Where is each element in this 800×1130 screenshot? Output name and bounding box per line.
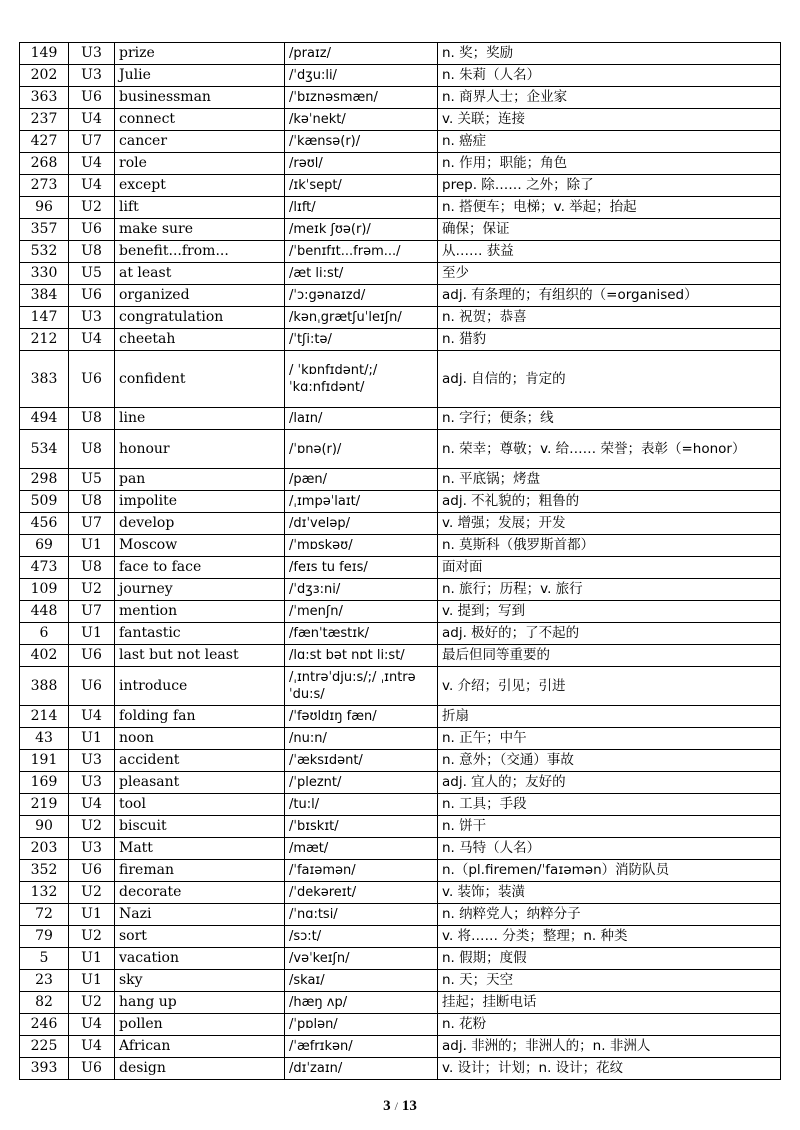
word-cell: decorate [115,882,285,904]
definition-cell: 至少 [438,263,781,285]
word-cell: cancer [115,131,285,153]
entry-number-cell: 532 [20,241,69,263]
definition-cell: 折扇 [438,706,781,728]
definition-cell: n. 假期；度假 [438,948,781,970]
word-cell: hang up [115,992,285,1014]
unit-cell: U6 [69,667,115,706]
word-cell: prize [115,43,285,65]
phonetic-cell: /kənˌgrætʃuˈleɪʃn/ [285,307,438,329]
definition-cell: adj. 不礼貌的；粗鲁的 [438,491,781,513]
entry-number-cell: 268 [20,153,69,175]
unit-cell: U6 [69,645,115,667]
table-row [20,131,781,153]
table-row [20,329,781,351]
entry-number-cell: 534 [20,430,69,469]
unit-cell: U6 [69,1058,115,1080]
table-row [20,491,781,513]
definition-cell: n. 作用；职能；角色 [438,153,781,175]
table-row [20,557,781,579]
word-cell: line [115,408,285,430]
phonetic-cell: /lɪft/ [285,197,438,219]
entry-number-cell: 225 [20,1036,69,1058]
table-row [20,601,781,623]
definition-cell: prep. 除…… 之外；除了 [438,175,781,197]
phonetic-cell: /dɪˈzaɪn/ [285,1058,438,1080]
entry-number-cell: 5 [20,948,69,970]
definition-cell: adj. 非洲的；非洲人的；n. 非洲人 [438,1036,781,1058]
phonetic-cell: /ˈbɪznəsmæn/ [285,87,438,109]
definition-cell: n. 朱莉（人名） [438,65,781,87]
vocabulary-table-body [20,43,781,1080]
entry-number-cell: 203 [20,838,69,860]
entry-number-cell: 132 [20,882,69,904]
table-row [20,109,781,131]
definition-cell: v. 提到；写到 [438,601,781,623]
word-cell: fireman [115,860,285,882]
word-cell: African [115,1036,285,1058]
entry-number-cell: 6 [20,623,69,645]
entry-number-cell: 191 [20,750,69,772]
phonetic-cell: /skaɪ/ [285,970,438,992]
unit-cell: U6 [69,860,115,882]
entry-number-cell: 402 [20,645,69,667]
phonetic-cell: /ˈmɒskəʊ/ [285,535,438,557]
entry-number-cell: 383 [20,351,69,408]
table-row [20,513,781,535]
phonetic-cell: /ˈkænsə(r)/ [285,131,438,153]
definition-cell: n. 祝贺；恭喜 [438,307,781,329]
entry-number-cell: 427 [20,131,69,153]
table-row [20,285,781,307]
definition-cell: adj. 有条理的；有组织的（=organised） [438,285,781,307]
word-cell: vacation [115,948,285,970]
table-row [20,948,781,970]
word-cell: noon [115,728,285,750]
entry-number-cell: 352 [20,860,69,882]
word-cell: face to face [115,557,285,579]
word-cell: make sure [115,219,285,241]
table-row [20,926,781,948]
phonetic-cell: /æt li:st/ [285,263,438,285]
unit-cell: U2 [69,882,115,904]
word-cell: Julie [115,65,285,87]
definition-cell: n. 工具；手段 [438,794,781,816]
word-cell: Nazi [115,904,285,926]
table-row [20,645,781,667]
unit-cell: U8 [69,430,115,469]
definition-cell: v. 设计；计划；n. 设计；花纹 [438,1058,781,1080]
word-cell: sort [115,926,285,948]
definition-cell: n. 癌症 [438,131,781,153]
phonetic-cell: /ˈnɑ:tsi/ [285,904,438,926]
word-cell: Moscow [115,535,285,557]
entry-number-cell: 90 [20,816,69,838]
table-row [20,860,781,882]
unit-cell: U4 [69,1036,115,1058]
unit-cell: U4 [69,153,115,175]
unit-cell: U3 [69,65,115,87]
definition-cell: n. 纳粹党人；纳粹分子 [438,904,781,926]
definition-cell: v. 将…… 分类；整理；n. 种类 [438,926,781,948]
phonetic-cell: /dɪˈveləp/ [285,513,438,535]
phonetic-cell: /ˈfaɪəmən/ [285,860,438,882]
entry-number-cell: 43 [20,728,69,750]
entry-number-cell: 357 [20,219,69,241]
unit-cell: U2 [69,926,115,948]
word-cell: benefit...from... [115,241,285,263]
phonetic-cell: /ˌɪmpəˈlaɪt/ [285,491,438,513]
phonetic-cell: /laɪn/ [285,408,438,430]
table-row [20,838,781,860]
word-cell: tool [115,794,285,816]
unit-cell: U7 [69,513,115,535]
unit-cell: U4 [69,175,115,197]
definition-cell: n. 马特（人名） [438,838,781,860]
table-row [20,1014,781,1036]
definition-cell: n. 莫斯科（俄罗斯首都） [438,535,781,557]
table-row [20,794,781,816]
unit-cell: U8 [69,557,115,579]
unit-cell: U6 [69,285,115,307]
phonetic-cell: /ˈæksɪdənt/ [285,750,438,772]
word-cell: honour [115,430,285,469]
word-cell: folding fan [115,706,285,728]
table-row [20,219,781,241]
definition-cell: n. 搭便车；电梯；v. 举起；抬起 [438,197,781,219]
phonetic-cell: /ˈdʒu:li/ [285,65,438,87]
definition-cell: v. 介绍；引见；引进 [438,667,781,706]
definition-cell: adj. 宜人的；友好的 [438,772,781,794]
unit-cell: U4 [69,1014,115,1036]
page-total: 13 [401,1098,417,1114]
word-cell: cheetah [115,329,285,351]
definition-cell: 挂起；挂断电话 [438,992,781,1014]
definition-cell: n. 旅行；历程；v. 旅行 [438,579,781,601]
table-row [20,772,781,794]
unit-cell: U4 [69,706,115,728]
phonetic-cell: /ɪkˈsept/ [285,175,438,197]
entry-number-cell: 109 [20,579,69,601]
table-row [20,1036,781,1058]
definition-cell: 最后但同等重要的 [438,645,781,667]
definition-cell: n. 正午；中午 [438,728,781,750]
entry-number-cell: 237 [20,109,69,131]
table-row [20,351,781,408]
word-cell: connect [115,109,285,131]
word-cell: pan [115,469,285,491]
table-row [20,43,781,65]
definition-cell: n. 商界人士；企业家 [438,87,781,109]
phonetic-cell: /ˈfəʊldɪŋ fæn/ [285,706,438,728]
phonetic-cell: /ˈtʃi:tə/ [285,329,438,351]
definition-cell: n. 花粉 [438,1014,781,1036]
phonetic-cell: /tu:l/ [285,794,438,816]
unit-cell: U3 [69,43,115,65]
table-row [20,882,781,904]
phonetic-cell: /ˈdekəreɪt/ [285,882,438,904]
word-cell: introduce [115,667,285,706]
unit-cell: U8 [69,408,115,430]
definition-cell: n. 意外；（交通）事故 [438,750,781,772]
word-cell: impolite [115,491,285,513]
definition-cell: n.（pl.firemen/ˈfaɪəmən）消防队员 [438,860,781,882]
page-separator: / [394,1099,398,1113]
word-cell: Matt [115,838,285,860]
phonetic-cell: /kəˈnekt/ [285,109,438,131]
word-cell: design [115,1058,285,1080]
phonetic-cell: /vəˈkeɪʃn/ [285,948,438,970]
definition-cell: n. 平底锅；烤盘 [438,469,781,491]
word-cell: congratulation [115,307,285,329]
word-cell: except [115,175,285,197]
definition-cell: 从…… 获益 [438,241,781,263]
phonetic-cell: /ˈdʒɜ:ni/ [285,579,438,601]
definition-cell: n. 天；天空 [438,970,781,992]
unit-cell: U6 [69,219,115,241]
unit-cell: U5 [69,469,115,491]
table-row [20,667,781,706]
table-row [20,175,781,197]
entry-number-cell: 298 [20,469,69,491]
entry-number-cell: 72 [20,904,69,926]
entry-number-cell: 147 [20,307,69,329]
phonetic-cell: /fænˈtæstɪk/ [285,623,438,645]
unit-cell: U7 [69,131,115,153]
definition-cell: n. 奖；奖励 [438,43,781,65]
entry-number-cell: 448 [20,601,69,623]
definition-cell: n. 字行；便条；线 [438,408,781,430]
entry-number-cell: 330 [20,263,69,285]
entry-number-cell: 388 [20,667,69,706]
phonetic-cell: /ˈæfrɪkən/ [285,1036,438,1058]
table-row [20,706,781,728]
entry-number-cell: 149 [20,43,69,65]
phonetic-cell: /pæn/ [285,469,438,491]
word-cell: sky [115,970,285,992]
table-row [20,469,781,491]
phonetic-cell: /praɪz/ [285,43,438,65]
unit-cell: U4 [69,329,115,351]
entry-number-cell: 219 [20,794,69,816]
unit-cell: U7 [69,601,115,623]
word-cell: pollen [115,1014,285,1036]
phonetic-cell: /rəʊl/ [285,153,438,175]
phonetic-cell: /ˈpleznt/ [285,772,438,794]
unit-cell: U1 [69,948,115,970]
word-cell: role [115,153,285,175]
table-row [20,970,781,992]
word-cell: lift [115,197,285,219]
word-cell: businessman [115,87,285,109]
vocabulary-table [19,42,781,1080]
unit-cell: U8 [69,491,115,513]
table-row [20,623,781,645]
phonetic-cell: /feɪs tu feɪs/ [285,557,438,579]
definition-cell: n. 荣幸；尊敬；v. 给…… 荣誉；表彰（=honor） [438,430,781,469]
unit-cell: U6 [69,351,115,408]
phonetic-cell: /ˌɪntrəˈdju:s/;/ ˌɪntrəˈdu:s/ [285,667,438,706]
unit-cell: U3 [69,838,115,860]
table-row [20,1058,781,1080]
table-row [20,87,781,109]
unit-cell: U3 [69,750,115,772]
entry-number-cell: 82 [20,992,69,1014]
phonetic-cell: / ˈkɒnfɪdənt/;/ ˈkɑ:nfɪdənt/ [285,351,438,408]
unit-cell: U6 [69,87,115,109]
table-row [20,65,781,87]
table-row [20,535,781,557]
phonetic-cell: /ˈɒnə(r)/ [285,430,438,469]
unit-cell: U1 [69,970,115,992]
word-cell: last but not least [115,645,285,667]
table-row [20,579,781,601]
definition-cell: 确保；保证 [438,219,781,241]
unit-cell: U1 [69,623,115,645]
word-cell: at least [115,263,285,285]
entry-number-cell: 494 [20,408,69,430]
entry-number-cell: 202 [20,65,69,87]
word-cell: accident [115,750,285,772]
word-cell: mention [115,601,285,623]
word-cell: develop [115,513,285,535]
word-cell: fantastic [115,623,285,645]
unit-cell: U1 [69,535,115,557]
entry-number-cell: 273 [20,175,69,197]
phonetic-cell: /lɑ:st bət nɒt li:st/ [285,645,438,667]
phonetic-cell: /ˈɔ:gənaɪzd/ [285,285,438,307]
table-row [20,728,781,750]
unit-cell: U2 [69,992,115,1014]
unit-cell: U4 [69,109,115,131]
definition-cell: v. 关联；连接 [438,109,781,131]
entry-number-cell: 393 [20,1058,69,1080]
unit-cell: U1 [69,904,115,926]
unit-cell: U2 [69,197,115,219]
entry-number-cell: 23 [20,970,69,992]
unit-cell: U1 [69,728,115,750]
phonetic-cell: /meɪk ʃʊə(r)/ [285,219,438,241]
definition-cell: v. 增强；发展；开发 [438,513,781,535]
entry-number-cell: 509 [20,491,69,513]
unit-cell: U2 [69,816,115,838]
entry-number-cell: 473 [20,557,69,579]
table-row [20,750,781,772]
phonetic-cell: /ˈpɒlən/ [285,1014,438,1036]
table-row [20,992,781,1014]
definition-cell: v. 装饰；装潢 [438,882,781,904]
definition-cell: n. 饼干 [438,816,781,838]
phonetic-cell: /hæŋ ʌp/ [285,992,438,1014]
phonetic-cell: /ˈbenɪfɪt...frəm.../ [285,241,438,263]
table-row [20,153,781,175]
word-cell: organized [115,285,285,307]
phonetic-cell: /sɔ:t/ [285,926,438,948]
entry-number-cell: 214 [20,706,69,728]
entry-number-cell: 246 [20,1014,69,1036]
unit-cell: U4 [69,794,115,816]
entry-number-cell: 79 [20,926,69,948]
table-row [20,197,781,219]
unit-cell: U8 [69,241,115,263]
word-cell: journey [115,579,285,601]
unit-cell: U2 [69,579,115,601]
table-row [20,263,781,285]
unit-cell: U3 [69,772,115,794]
phonetic-cell: /ˈmenʃn/ [285,601,438,623]
word-cell: biscuit [115,816,285,838]
entry-number-cell: 96 [20,197,69,219]
definition-cell: 面对面 [438,557,781,579]
unit-cell: U5 [69,263,115,285]
page-number [0,1098,800,1115]
entry-number-cell: 384 [20,285,69,307]
table-row [20,307,781,329]
definition-cell: adj. 极好的；了不起的 [438,623,781,645]
unit-cell: U3 [69,307,115,329]
entry-number-cell: 212 [20,329,69,351]
table-row [20,816,781,838]
phonetic-cell: /nu:n/ [285,728,438,750]
phonetic-cell: /mæt/ [285,838,438,860]
word-cell: confident [115,351,285,408]
definition-cell: adj. 自信的；肯定的 [438,351,781,408]
word-cell: pleasant [115,772,285,794]
table-row [20,904,781,926]
table-row [20,408,781,430]
entry-number-cell: 456 [20,513,69,535]
table-row [20,430,781,469]
entry-number-cell: 363 [20,87,69,109]
phonetic-cell: /ˈbɪskɪt/ [285,816,438,838]
entry-number-cell: 169 [20,772,69,794]
table-row [20,241,781,263]
page-current: 3 [383,1098,391,1114]
definition-cell: n. 猎豹 [438,329,781,351]
entry-number-cell: 69 [20,535,69,557]
